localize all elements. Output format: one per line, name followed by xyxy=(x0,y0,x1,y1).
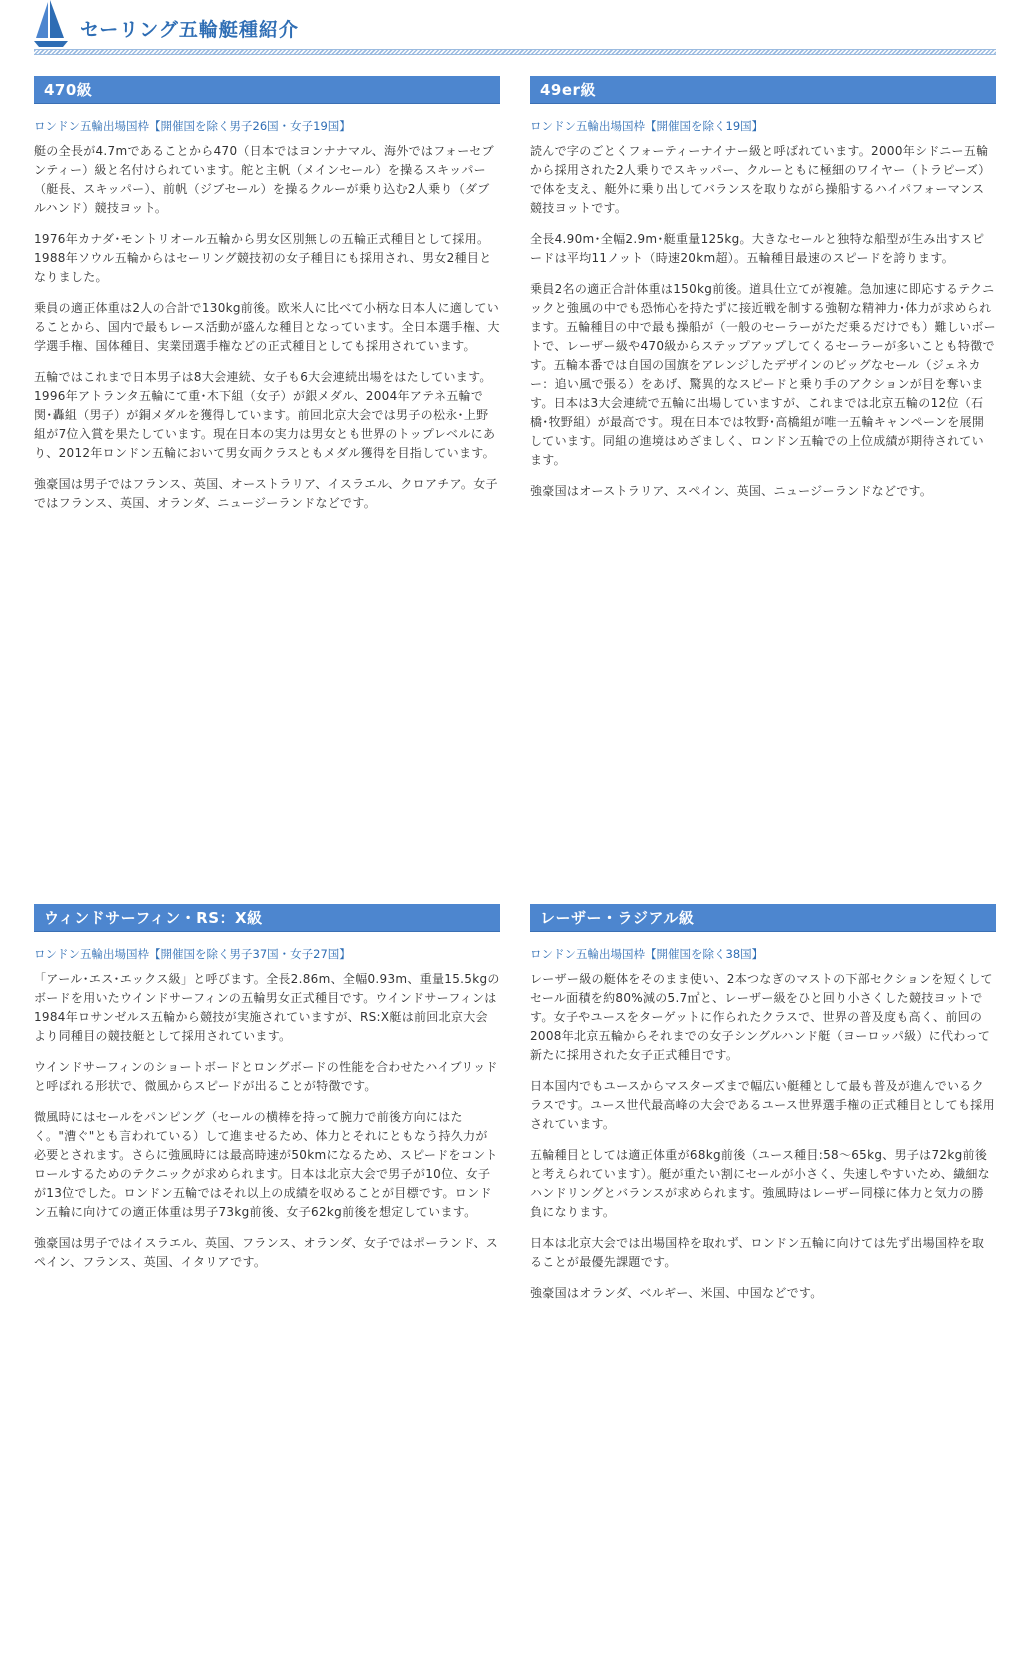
paragraph: 強豪国はオーストラリア、スペイン、英国、ニュージーランドなどです。 xyxy=(530,484,933,498)
paragraph: 「アール･エス･エックス級」と呼びます。全長2.86m、全幅0.93m、重量15.5kgのボードを用いたウインドサーフィンの五輪男女正式種目です。ウインドサーフィンは1984年ロサンゼルス五輪から競技が実施されていますが、RS:X艇は前回北京大会より同種目の競技艇として採用されています。 xyxy=(34,972,500,1043)
paragraph: 乗員の適正体重は2人の合計で130kg前後。欧米人に比べて小柄な日本人に適していることから、国内で最もレース活動が盛んな種目となっています。全日本選手権、大学選手権、国体種目、実業団選手権などの正式種目としても採用されています。 xyxy=(34,301,500,353)
section-470 xyxy=(34,76,500,525)
section-heading: 49er級 xyxy=(530,76,996,104)
header-divider xyxy=(34,49,996,55)
section-49er xyxy=(530,76,996,513)
entry-quota: ロンドン五輪出場国枠【開催国を除く男子37国・女子27国】 xyxy=(34,947,351,961)
paragraph: 強豪国はオランダ、ベルギー、米国、中国などです。 xyxy=(530,1286,823,1300)
paragraph: 艇の全長が4.7mであることから470（日本ではヨンナナマル、海外ではフォーセブンティー）級と名付けられています。舵と主帆（メインセール）を操るスキッパー（艇長、スキッパー）、前帆（ジブセール）を操るクルーが乗り込む2人乗り（ダブルハンド）競技ヨット。 xyxy=(34,144,494,215)
paragraph: レーザー級の艇体をそのまま使い、2本つなぎのマストの下部セクションを短くしてセール面積を約80%減の5.7㎡と、レーザー級をひと回り小さくした競技ヨットです。女子やユースをターゲットに作られたクラスで、世界の普及度も高く、前回の2008年北京五輪からそれまでの女子シングルハンド艇（ヨーロッパ級）に代わって新たに採用された女子正式種目です。 xyxy=(530,972,993,1062)
paragraph: 日本は北京大会では出場国枠を取れず、ロンドン五輪に向けては先ず出場国枠を取ることが最優先課題です。 xyxy=(530,1236,985,1269)
paragraph: 日本国内でもユースからマスターズまで幅広い艇種として最も普及が進んでいるクラスです。ユース世代最高峰の大会であるユース世界選手権の正式種目としても採用されています。 xyxy=(530,1079,995,1131)
paragraph: 強豪国は男子ではイスラエル、英国、フランス、オランダ、女子ではポーランド、スペイン、フランス、英国、イタリアです。 xyxy=(34,1236,499,1269)
page-header xyxy=(34,0,996,56)
paragraph: ウインドサーフィンのショートボードとロングボードの性能を合わせたハイブリッドと呼ばれる形状で、微風からスピードが出ることが特徴です。 xyxy=(34,1060,498,1093)
section-heading: ウィンドサーフィン・RS：X級 xyxy=(34,904,500,932)
paragraph: 読んで字のごとくフォーティーナイナー級と呼ばれています。2000年シドニー五輪から採用された2人乗りでスキッパー、クルーともに極細のワイヤー（トラピーズ）で体を支え、艇外に乗り出してバランスを取りながら操船するハイパフォーマンス競技ヨットです。 xyxy=(530,144,991,215)
section-heading: レーザー・ラジアル級 xyxy=(530,904,996,932)
entry-quota: ロンドン五輪出場国枠【開催国を除く男子26国・女子19国】 xyxy=(34,119,351,133)
paragraph: 全長4.90m･全幅2.9m･艇重量125kg。大きなセールと独特な船型が生み出すスピードは平均11ノット（時速20km超）。五輪種目最速のスピードを誇ります。 xyxy=(530,232,985,265)
section-body xyxy=(530,970,996,1303)
section-rsx xyxy=(34,904,500,1284)
paragraph: 乗員2名の適正合計体重は150kg前後。道具仕立てが複雑。急加速に即応するテクニックと強風の中でも恐怖心を持たずに接近戦を制する強靭な精神力･体力が求められます。五輪種目の中で最も操船が（一般のセーラーがただ乗るだけでも）難しいボートで、レーザー級や470級からステップアップしてくるセーラーが多いことも特徴です。五輪本番では自国の国旗をアレンジしたデザインのビッグなセール（ジェネカー：追い風で張る）をあげ、驚異的なスピードと乗り手のアクションが目を奪います。日本は3大会連続で五輪に出場していますが、これまでは北京五輪の12位（石橋･牧野組）が最高です。現在日本では牧野･高橋組が唯一五輪キャンペーンを展開しています。同組の進境はめざましく、ロンドン五輪での上位成績が期待されています。 xyxy=(530,282,996,467)
paragraph: 微風時にはセールをパンピング（セールの横棒を持って腕力で前後方向にはたく。"漕ぐ"とも言われている）して進ませるため、体力とそれにともなう持久力が必要とされます。さらに強風時には最高時速が50kmになるため、スピードをコントロールするためのテクニックが求められます。日本は北京大会で男子が10位、女子が13位でした。ロンドン五輪ではそれ以上の成績を収めることが目標です。ロンドン五輪に向けての適正体重は男子73kg前後、女子62kg前後を想定しています。 xyxy=(34,1110,498,1219)
paragraph: 強豪国は男子ではフランス、英国、オーストラリア、イスラエル、クロアチア。女子ではフランス、英国、オランダ、ニュージーランドなどです。 xyxy=(34,477,498,510)
paragraph: 1976年カナダ･モントリオール五輪から男女区別無しの五輪正式種目として採用。1988年ソウル五輪からはセーリング競技初の女子種目にも採用され、男女2種目となりました。 xyxy=(34,232,492,284)
section-body xyxy=(34,970,500,1272)
section-heading: 470級 xyxy=(34,76,500,104)
section-laser-radial xyxy=(530,904,996,1315)
section-body xyxy=(34,142,500,513)
page-title: セーリング五輪艇種紹介 xyxy=(80,19,299,41)
paragraph: 五輪ではこれまで日本男子は8大会連続、女子も6大会連続出場をはたしています。1996年アトランタ五輪にて重･木下組（女子）が銀メダル、2004年アテネ五輪で関･轟組（男子）が銅メダルを獲得しています。前回北京大会では男子の松永･上野組が7位入賞を果たしています。現在日本の実力は男女とも世界のトップレベルにあり、2012年ロンドン五輪において男女両クラスともメダル獲得を目指しています。 xyxy=(34,370,496,460)
entry-quota: ロンドン五輪出場国枠【開催国を除く19国】 xyxy=(530,119,764,133)
entry-quota: ロンドン五輪出場国枠【開催国を除く38国】 xyxy=(530,947,764,961)
sailboat-icon xyxy=(34,0,68,50)
paragraph: 五輪種目としては適正体重が68kg前後（ユース種目:58～65kg、男子は72kg前後と考えられています）。艇が重たい割にセールが小さく、失速しやすいため、繊細なハンドリングとバランスが求められます。強風時はレーザー同様に体力と気力の勝負になります。 xyxy=(530,1148,990,1219)
section-body xyxy=(530,142,996,501)
